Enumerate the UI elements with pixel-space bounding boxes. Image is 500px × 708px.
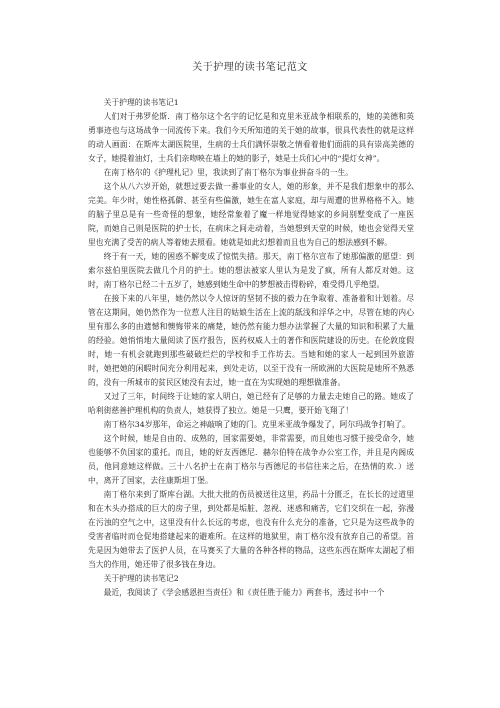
paragraph: 终于有一天，她的困惑不解变成了惊慌失措。那天，南丁格尔宣布了她那偏激的愿望：到索尔兹伯里医院去做几个月的护士。她的想法被家人里认为是发了疯，所有人都反对她。这时，南丁格尔已经二十五岁了，她感到她生命中的梦想被击得粉碎，难受得几乎绝望。 [88, 252, 414, 289]
paragraph: 这个时候，她是自由的、成熟的，国家需要她，非常需要，而且她也习惯于接受命令，她也能够不负国家的重托。而且，她的好友西德尼．赫尔伯特在战争办公室工作，并且是内阁成员，他同意她这样做。三十八名护士在南丁格尔与西德尼的书信往来之后，在热情的欢．）送中，离开了国家，去往康斯坦丁堡。 [88, 434, 414, 485]
document-body [88, 96, 414, 600]
paragraph: 南丁格尔来到了斯库台湖。大批大批的伤员被送往这里，药品十分匮乏，在长长的过道里和在木头办搭成的巨大的房子里，到处都是垢脏、忽视、迷惑和痛苦，它们交织在一起，弥漫在污浊的空气之中，这里没有什么长远的考虑，也没有什么充分的准备，它只是为这些战争的受害者临时而仓促地搭建起来的避难所。在这样的地狱里，南丁格尔没有放弃自己的希望。首先是因为她带去了医护人员，在马赛买了大量的各种各样的物品，这些东西在斯库太湖起了相当大的作用，她还带了很多钱在身边。 [88, 490, 414, 569]
paragraph: 人们对于弗罗伦斯．南丁格尔这个名字的记忆是和克里米亚战争相联系的，她的美德和英勇事迹也与这场战争一同流传下来。我们今天所知道的关于她的故事，很具代表性的就是这样的动人画面：在斯库太湖医院里，生病的士兵们满怀崇敬之情看着他们面前的具有崇高美德的女子，她提着油灯，士兵们亲吻映在墙上的她的影子，她是士兵们心中的“提灯女神”。 [88, 112, 414, 163]
paragraph: 南丁格尔34岁那年，命运之神敲响了她的门。克里米亚战争爆发了，阿尔玛战争打响了。 [103, 420, 410, 429]
paragraph: 这个从八六岁开始，就想过要去做一番事业的女人，她的形象，并不是我们想象中的那么完美。年少时，她性格孤僻、甚至有些偏激，她生在富人家庭，却与周遭的世界格格不入。她的脑子里总是有一些奇怪的想象，她经常象着了魔一样地觉得她家的乡间别墅变成了一座医院，而她自己则是医院的护士长，在病床之间走动着，当她想到天堂的时候，她也会觉得天堂里也充满了受苦的病人等着她去照看。她就是如此幻想着而且也为自己的想法感到不解。 [88, 182, 414, 247]
paragraph: 在南丁格尔的《护理札记》里，我读到了南丁格尔为事业拼奋斗的一生。 [103, 168, 354, 177]
paragraph: 在接下来的八年里，她仍然以令人惊讶的坚韧不拔的毅力在争取着、准备着和计划着。尽管在这期间，她仍然作为一位惹人注目的姑娘生活在上流的舐浅和浮华之中，尽管在她的内心里有那么多的由遗憾和懊悔带来的痛楚，她仍然有能力想办法掌握了大量的知识和积累了大量的经验。她悄悄地大量阅读了医疗报告，医药权威人士的著作和医院建设的历史。在伦敦度假时，她一有机会就跑到那些破破烂烂的学校和手工作坊去。当她和她的家人一起到国外旅游时，她把她的闲暇时间充分利用起来，到处走访，以至于没有一所欧洲的大医院是她所不熟悉的，没有一所城市的贫民区她没有去过，她一直在为实现她的理想做准备。 [88, 294, 414, 387]
page-title: 关于护理的读书笔记范文 [192, 62, 308, 73]
section-heading: 关于护理的读书笔记2 [103, 574, 179, 583]
section-heading: 关于护理的读书笔记1 [103, 98, 179, 107]
paragraph: 又过了三年，时间终于让她的家人明白，她已经有了足够的力量去走她自己的路。她成了哈利街慈善护理机构的负责人，她获得了独立。她是一只鹰，要开始飞翔了！ [88, 392, 414, 415]
paragraph: 最近，我阅读了《学会感恩担当责任》和《责任胜于能力》两套书，透过书中一个 [103, 588, 385, 597]
